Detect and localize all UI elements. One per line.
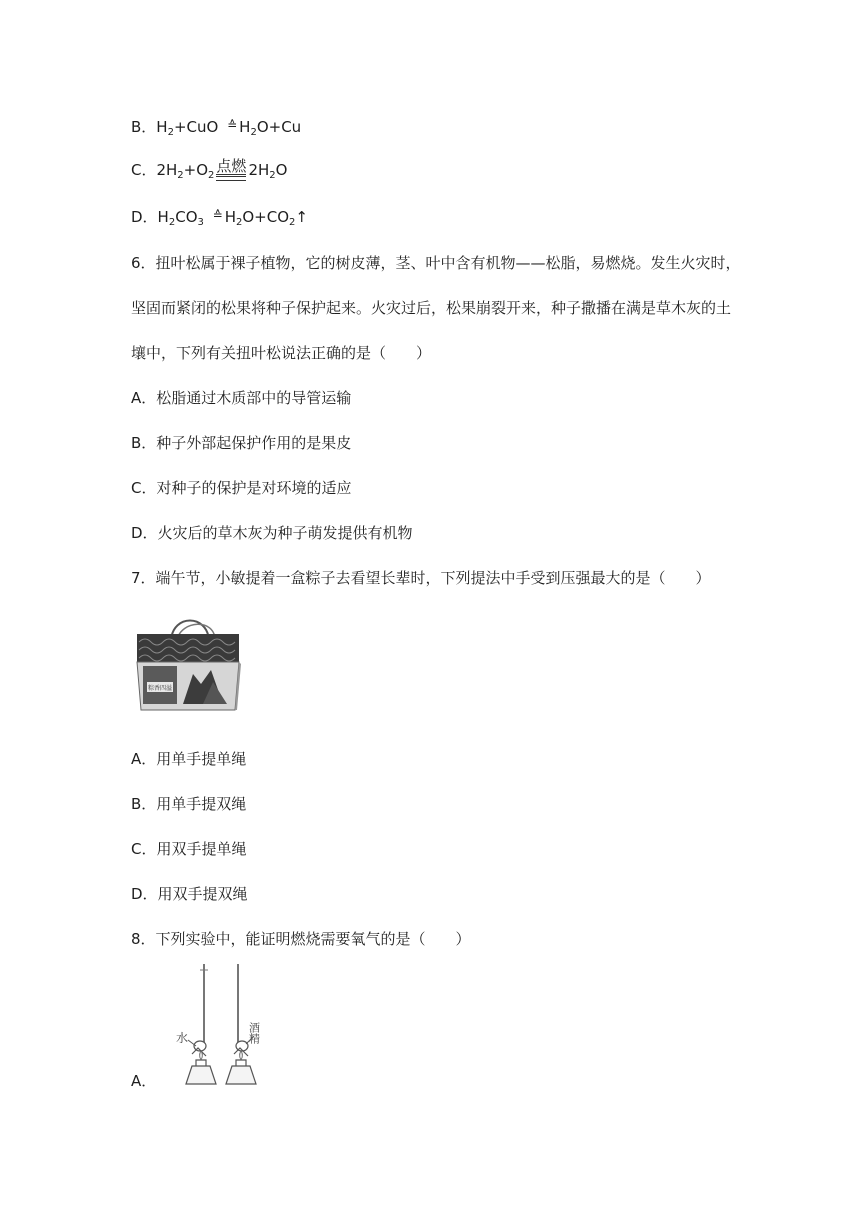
q6-option-c: C．对种子的保护是对环境的适应 (131, 479, 352, 497)
q6-option-b: B．种子外部起保护作用的是果皮 (131, 434, 352, 452)
q7-option-d: D．用双手提双绳 (131, 885, 248, 903)
q8-stem: 8．下列实验中，能证明燃烧需要氧气的是（ ） (131, 930, 471, 948)
q8-experiment-a-image (162, 962, 280, 1086)
q5-option-c: C．$2H_2+O_2$点燃 $2H_2O$ (131, 157, 288, 181)
q7-option-c: C．用双手提单绳 (131, 840, 247, 858)
q7-stem: 7．端午节，小敏提着一盒粽子去看望长辈时，下列提法中手受到压强最大的是（ ） (131, 569, 711, 587)
q6-stem-line-2: 坚固而紧闭的松果将种子保护起来。火灾过后，松果崩裂开来，种子撒播在满是草木灰的土 (131, 299, 732, 317)
water-label: 水 (176, 1031, 189, 1045)
q6-option-a: A．松脂通过木质部中的导管运输 (131, 389, 352, 407)
zongzi-gift-box-image (131, 612, 243, 722)
q6-stem-line-3: 壤中，下列有关扭叶松说法正确的是（ ） (131, 344, 432, 362)
q5-option-b: B．$H_2+CuO$ ≙ $H_2O+Cu$ (131, 118, 302, 138)
q6-stem-line-1: 6．扭叶松属于裸子植物，它的树皮薄，茎、叶中含有机物——松脂，易燃烧。发生火灾时， (131, 254, 741, 272)
box-label-text: 粽香四溢 (147, 685, 173, 692)
heat-symbol: ≙ (212, 208, 223, 222)
q8-option-a-label: A． (131, 1072, 157, 1090)
alcohol-label: 酒精 (247, 1022, 261, 1044)
q5-option-d: D．$H_2CO_3$ ≙ $H_2O+CO_2↑$ (131, 208, 308, 228)
reaction-condition: 点燃 (216, 160, 246, 180)
heat-symbol: ≙ (227, 118, 238, 132)
q7-option-a: A．用单手提单绳 (131, 750, 247, 768)
q6-option-d: D．火灾后的草木灰为种子萌发提供有机物 (131, 524, 413, 542)
q7-option-b: B．用单手提双绳 (131, 795, 247, 813)
